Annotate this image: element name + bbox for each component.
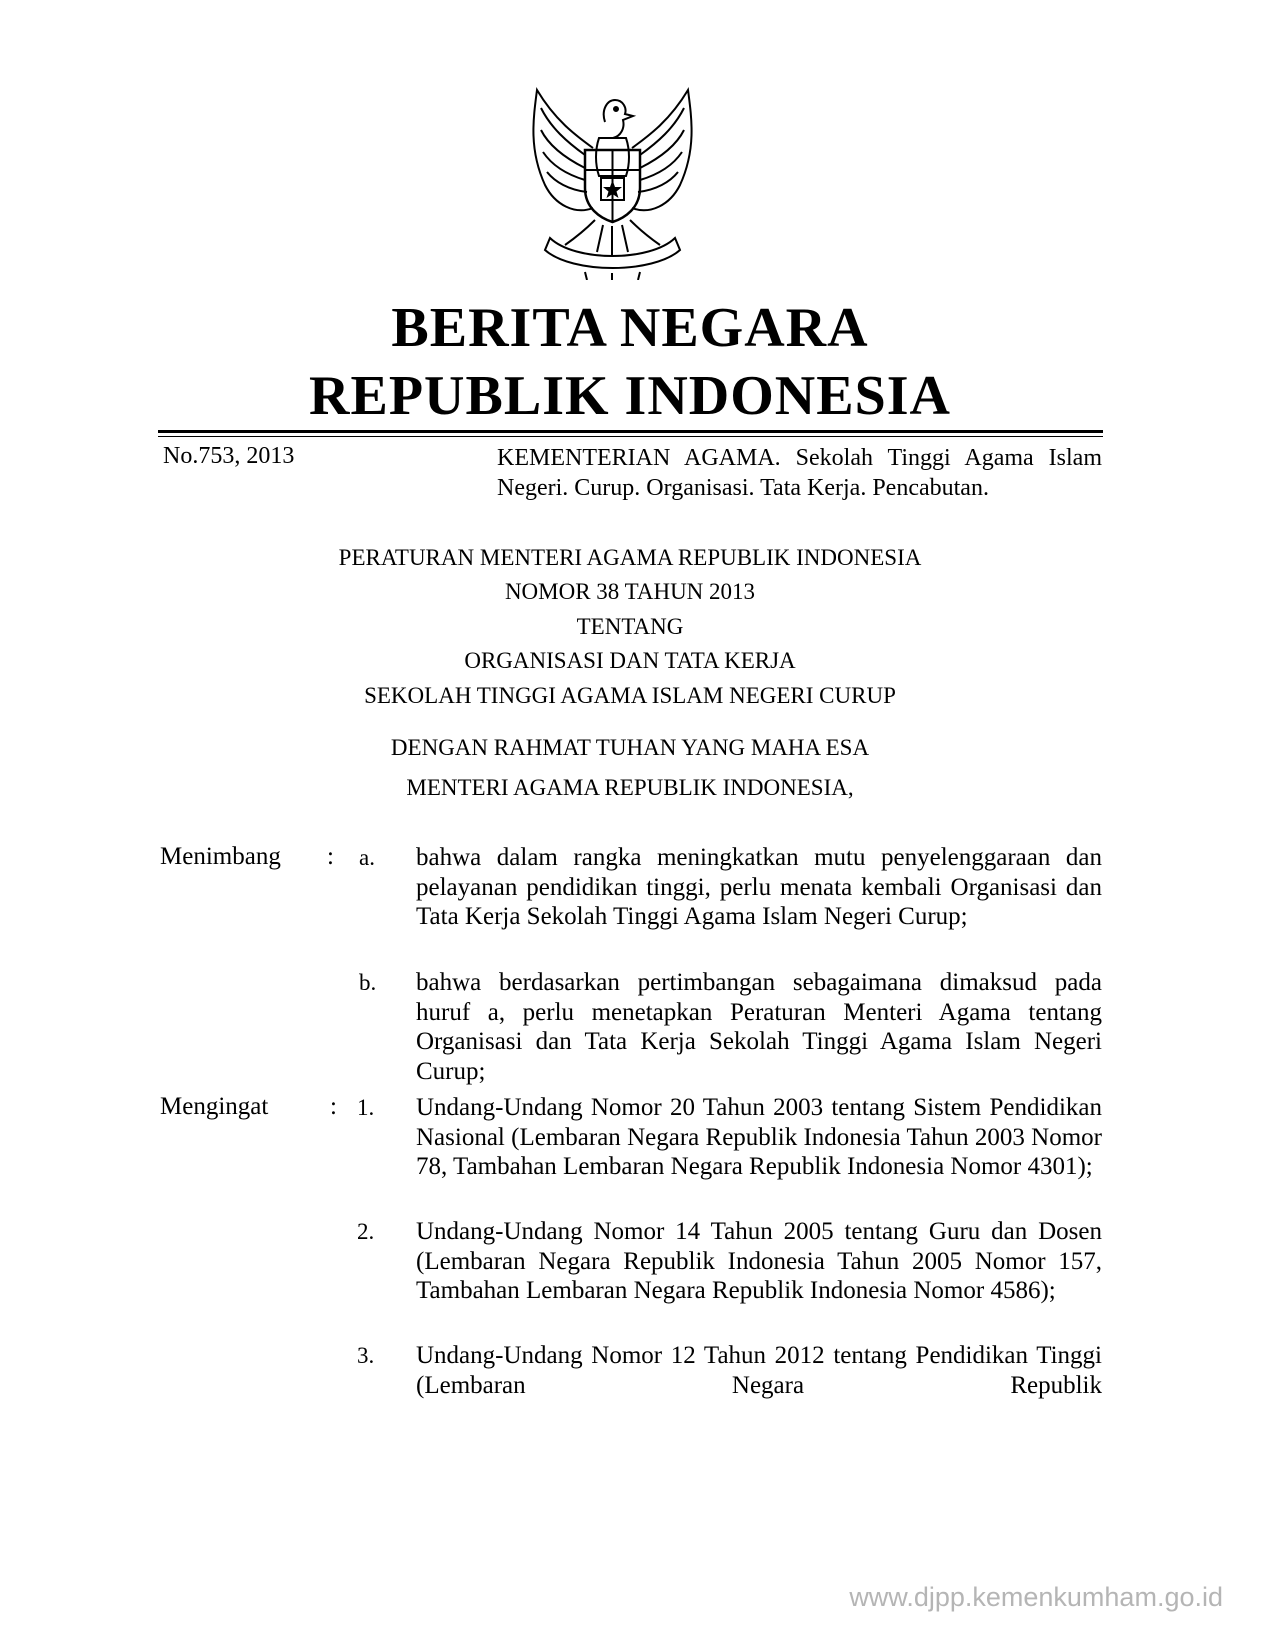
- mengingat-label: Mengingat: [160, 1093, 269, 1120]
- masthead-title: BERITA NEGARA: [391, 297, 869, 359]
- menimbang-label: Menimbang: [160, 843, 281, 870]
- regulation-issuer: MENTERI AGAMA REPUBLIK INDONESIA,: [406, 775, 854, 800]
- regulation-topic-1: ORGANISASI DAN TATA KERJA: [464, 648, 796, 673]
- masthead-rule-thick: [158, 430, 1103, 433]
- masthead-rule-thin: [158, 436, 1103, 437]
- regulation-topic-2: SEKOLAH TINGGI AGAMA ISLAM NEGERI CURUP: [364, 683, 896, 708]
- gazette-number: No.753, 2013: [163, 443, 295, 469]
- mengingat-marker-2: 2.: [357, 1219, 375, 1244]
- masthead-subtitle: REPUBLIK INDONESIA: [309, 365, 951, 427]
- regulation-number: NOMOR 38 TAHUN 2013: [504, 579, 756, 604]
- footer-url: www.djpp.kemenkumham.go.id: [849, 1582, 1223, 1612]
- menimbang-item-a: bahwa dalam rangka meningkatkan mutu penyelenggaraan dan pelayanan pendidikan tinggi, perlu menata kembali Organisasi dan Tata Kerja Sekolah Tinggi Agama Islam Negeri Curup;: [416, 844, 1102, 930]
- menimbang-item-b: bahwa berdasarkan pertimbangan sebagaimana dimaksud pada huruf a, perlu menetapkan Peraturan Menteri Agama tentang Organisasi dan Tata Kerja Sekolah Tinggi Agama Islam Negeri Curup;: [416, 969, 1102, 1085]
- mengingat-item-3: Undang-Undang Nomor 12 Tahun 2012 tentang Pendidikan Tinggi (Lembaran Negara Republik: [416, 1342, 1102, 1399]
- mengingat-colon: :: [330, 1093, 337, 1120]
- mengingat-marker-3: 3.: [357, 1343, 375, 1368]
- mengingat-item-2: Undang-Undang Nomor 14 Tahun 2005 tentang Guru dan Dosen (Lembaran Negara Republik Indonesia Tahun 2005 Nomor 157, Tambahan Lembaran Negara Republik Indonesia Nomor 4586);: [416, 1218, 1102, 1304]
- regulation-about: TENTANG: [576, 614, 684, 639]
- regulation-title: PERATURAN MENTERI AGAMA REPUBLIK INDONESIA: [338, 545, 922, 570]
- menimbang-marker-b: b.: [359, 970, 377, 995]
- garuda-emblem-icon: [515, 80, 710, 280]
- gazette-subject: KEMENTERIAN AGAMA. Sekolah Tinggi Agama Islam Negeri. Curup. Organisasi. Tata Kerja. Pencabutan.: [497, 445, 1102, 501]
- mengingat-marker-1: 1.: [357, 1095, 375, 1120]
- menimbang-colon: :: [327, 843, 334, 870]
- regulation-invocation: DENGAN RAHMAT TUHAN YANG MAHA ESA: [390, 735, 870, 760]
- menimbang-marker-a: a.: [359, 845, 375, 870]
- mengingat-item-1: Undang-Undang Nomor 20 Tahun 2003 tentang Sistem Pendidikan Nasional (Lembaran Negara Republik Indonesia Tahun 2003 Nomor 78, Tambahan Lembaran Negara Republik Indonesia Nomor 4301);: [416, 1094, 1102, 1180]
